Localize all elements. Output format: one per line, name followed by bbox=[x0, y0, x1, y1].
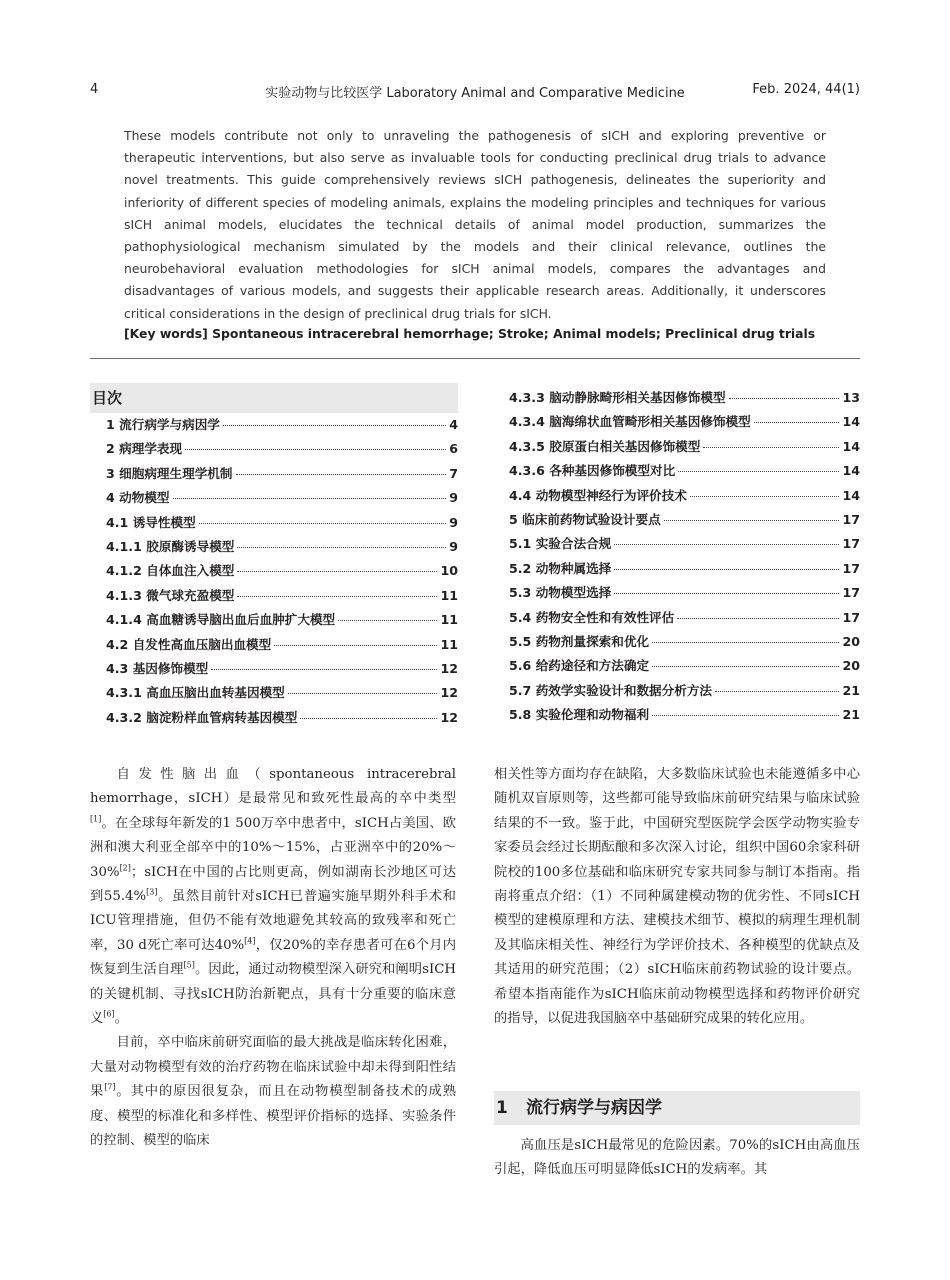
toc-leader-dots bbox=[211, 669, 437, 670]
toc-leader-dots bbox=[754, 422, 840, 423]
toc-entry-label: 5.3 动物模型选择 bbox=[509, 585, 612, 601]
toc-entry-page: 11 bbox=[440, 612, 458, 628]
toc-entry-label: 5.4 药物安全性和有效性评估 bbox=[509, 609, 675, 625]
toc-entry[interactable] bbox=[106, 707, 458, 731]
toc-entry-label: 5.1 实验合法合规 bbox=[509, 536, 612, 552]
toc-entry[interactable] bbox=[106, 560, 458, 584]
toc-entry[interactable] bbox=[106, 682, 458, 706]
toc-leader-dots bbox=[652, 642, 839, 643]
abstract-text: These models contribute not only to unraveling the pathogenesis of sICH and exploring preventive or therapeutic interventions, but also serve as invaluable tools for conducting preclinical drug trials to advance novel treatments. This guide comprehensively reviews sICH pathogenesis, delineates the superiority and inferiority of different species of modeling animals, explains the modeling principles and techniques for various sICH animal models, elucidates the technical details of animal model production, summarizes the pathophysiological mechanism simulated by the models and their clinical relevance, outlines the neurobehavioral evaluation methodologies for sICH animal models, compares the advantages and disadvantages of various models, and suggests their applicable research areas. Additionally, it underscores critical considerations in the design of preclinical drug trials for sICH. bbox=[124, 128, 826, 321]
toc-entry-label: 1 流行病学与病因学 bbox=[106, 417, 220, 432]
toc-leader-dots bbox=[652, 666, 839, 667]
toc-entry[interactable] bbox=[509, 387, 860, 411]
toc-entry-label: 4.1 诱导性模型 bbox=[106, 514, 196, 530]
toc-entry-page: 14 bbox=[842, 438, 860, 454]
paragraph-continuation: 相关性等方面均存在缺陷，大多数临床试验也未能遵循多中心随机双盲原则等，这些都可能导致临床前研究结果与临床试验结果的不一致。鉴于此，中国研究型医院学会医学动物实验专家委员会经过长期酝酿和多次深入讨论，组织中国60余家科研院校的100多位基础和临床研究专家共同参与制订本指南。指南将重点介绍：（1）不同种属建模动物的优劣性、不同sICH模型的建模原理和方法、建模技术细节、模拟的病理生理机制及其临床相关性、神经行为学评价技术、各种模型的优缺点及其适用的研究范围；（2）sICH临床前药物试验的设计要点。希望本指南能作为sICH临床前动物模型选择和药物评价研究的指导，以促进我国脑卒中基础研究成果的转化应用。 bbox=[494, 767, 860, 1027]
toc-left-column bbox=[106, 414, 458, 731]
toc-entry-page: 21 bbox=[842, 707, 860, 723]
toc-entry-page: 17 bbox=[842, 560, 860, 576]
toc-entry-page: 17 bbox=[842, 609, 860, 625]
toc-entry[interactable] bbox=[106, 463, 458, 487]
toc-entry-label: 4.3.6 各种基因修饰模型对比 bbox=[509, 463, 676, 479]
paragraph-epidemiology: 高血压是sICH最常见的危险因素。70%的sICH由高血压引起，降低血压可明显降低sICH的发病率。其 bbox=[494, 1138, 860, 1178]
citation: [7] bbox=[104, 1082, 116, 1092]
toc-entry[interactable] bbox=[509, 533, 860, 557]
toc-entry-label: 4.3.3 脑动静脉畸形相关基因修饰模型 bbox=[509, 390, 726, 405]
toc-entry[interactable] bbox=[509, 436, 860, 460]
toc-leader-dots bbox=[185, 449, 446, 450]
toc-entry[interactable] bbox=[106, 634, 458, 658]
toc-entry[interactable] bbox=[509, 631, 860, 655]
toc-entry-page: 14 bbox=[842, 463, 860, 479]
toc-entry[interactable] bbox=[106, 658, 458, 682]
toc-entry-label: 4.3 基因修饰模型 bbox=[106, 660, 209, 676]
citation: [5] bbox=[183, 960, 195, 970]
toc-entry-page: 14 bbox=[842, 487, 860, 503]
body-left-column bbox=[90, 763, 456, 1154]
toc-entry[interactable] bbox=[509, 680, 860, 704]
toc-entry-page: 14 bbox=[842, 414, 860, 430]
body-right-column-section1 bbox=[494, 1134, 860, 1183]
toc-entry[interactable] bbox=[509, 655, 860, 679]
toc-leader-dots bbox=[678, 471, 839, 472]
toc-leader-dots bbox=[199, 523, 447, 524]
toc-entry-page: 9 bbox=[449, 490, 458, 506]
toc-leader-dots bbox=[664, 520, 840, 521]
toc-entry[interactable] bbox=[509, 460, 860, 484]
toc-entry-page: 9 bbox=[449, 514, 458, 530]
toc-leader-dots bbox=[237, 571, 437, 572]
toc-entry-label: 5.8 实验伦理和动物福利 bbox=[509, 707, 650, 723]
toc-entry-label: 4.1.3 微气球充盈模型 bbox=[106, 587, 235, 603]
toc-leader-dots bbox=[652, 715, 839, 716]
toc-entry-label: 4.2 自发性高血压脑出血模型 bbox=[106, 636, 272, 652]
citation: [2] bbox=[119, 863, 131, 873]
toc-entry[interactable] bbox=[106, 585, 458, 609]
toc-entry-label: 4 动物模型 bbox=[106, 490, 170, 506]
toc-entry-page: 10 bbox=[440, 563, 458, 579]
toc-leader-dots bbox=[237, 547, 446, 548]
toc-leader-dots bbox=[288, 693, 438, 694]
toc-leader-dots bbox=[173, 498, 447, 499]
toc-entry[interactable] bbox=[106, 609, 458, 633]
page-number: 4 bbox=[90, 82, 99, 97]
toc-leader-dots bbox=[338, 620, 437, 621]
toc-entry-page: 12 bbox=[440, 660, 458, 676]
toc-entry-label: 4.1.1 胶原酶诱导模型 bbox=[106, 538, 235, 554]
toc-entry-label: 4.3.4 脑海绵状血管畸形相关基因修饰模型 bbox=[509, 414, 751, 430]
toc-entry-page: 4 bbox=[449, 417, 458, 432]
toc-entry-page: 11 bbox=[440, 587, 458, 603]
toc-leader-dots bbox=[274, 645, 437, 646]
paragraph-intro: 自发性脑出血（spontaneous intracerebral hemorrhage，sICH）是最常见和致死性最高的卒中类型[1]。在全球每年新发的1 500万卒中患者中，sICH占美国、欧洲和澳大利亚全部卒中的10%～15%，占亚洲卒中的20%～30%[2]；sICH在中国的占比则更高，例如湖南长沙地区可达到55.4%[3]。虽然目前针对sICH已普遍实施早期外科手术和ICU管理措施，但仍不能有效地避免其较高的致残率和死亡率，30 d死亡率可达40%[4]，仅20%的幸存患者可在6个月内恢复到生活自理[5]。因此，通过动物模型深入研究和阐明sICH的关键机制、寻找sICH防治新靶点，具有十分重要的临床意义[6]。 bbox=[90, 767, 457, 1027]
toc-entry-page: 11 bbox=[440, 636, 458, 652]
section-number: 1 bbox=[496, 1098, 508, 1118]
toc-leader-dots bbox=[677, 618, 839, 619]
citation: [1] bbox=[90, 814, 102, 824]
toc-right-column bbox=[509, 387, 860, 728]
toc-entry-page: 6 bbox=[449, 441, 458, 457]
toc-leader-dots bbox=[300, 718, 437, 719]
toc-title: 目次 bbox=[90, 383, 458, 413]
toc-entry-page: 7 bbox=[449, 465, 458, 481]
toc-entry[interactable] bbox=[509, 558, 860, 582]
toc-entry-label: 5.6 给药途径和方法确定 bbox=[509, 658, 650, 674]
toc-entry-label: 5.2 动物种属选择 bbox=[509, 560, 612, 576]
toc-entry-page: 17 bbox=[842, 585, 860, 601]
toc-entry-label: 5.7 药效学实验设计和数据分析方法 bbox=[509, 682, 713, 698]
toc-entry[interactable] bbox=[509, 607, 860, 631]
toc-entry[interactable] bbox=[509, 485, 860, 509]
toc-leader-dots bbox=[223, 425, 446, 426]
toc-entry[interactable] bbox=[509, 509, 860, 533]
toc-entry-label: 2 病理学表现 bbox=[106, 441, 183, 457]
toc-entry[interactable] bbox=[106, 536, 458, 560]
journal-title: 实验动物与比较医学 Laboratory Animal and Comparative Medicine bbox=[265, 86, 685, 101]
toc-leader-dots bbox=[715, 691, 839, 692]
toc-entry-page: 17 bbox=[842, 536, 860, 552]
toc-entry-label: 5 临床前药物试验设计要点 bbox=[509, 511, 661, 527]
toc-entry-page: 12 bbox=[440, 709, 458, 725]
toc-entry-page: 20 bbox=[842, 633, 860, 649]
toc-entry-page: 21 bbox=[842, 682, 860, 698]
toc-entry-label: 3 细胞病理生理学机制 bbox=[106, 465, 233, 481]
running-header bbox=[90, 82, 860, 102]
toc-entry-page: 20 bbox=[842, 658, 860, 674]
body-right-column bbox=[494, 763, 860, 1031]
toc-entry-page: 17 bbox=[842, 511, 860, 527]
toc-entry-label: 4.3.1 高血压脑出血转基因模型 bbox=[106, 685, 285, 701]
toc-leader-dots bbox=[703, 447, 839, 448]
toc-entry-page: 12 bbox=[440, 685, 458, 701]
toc-entry[interactable] bbox=[106, 414, 458, 438]
toc-leader-dots bbox=[237, 596, 437, 597]
toc-entry-label: 4.4 动物模型神经行为评价技术 bbox=[509, 487, 687, 503]
section-heading bbox=[494, 1091, 860, 1125]
citation: [3] bbox=[146, 887, 158, 897]
toc-leader-dots bbox=[614, 569, 839, 570]
divider bbox=[90, 358, 860, 359]
toc-entry[interactable] bbox=[509, 704, 860, 728]
toc-entry[interactable] bbox=[509, 411, 860, 435]
toc-entry[interactable] bbox=[106, 438, 458, 462]
toc-leader-dots bbox=[236, 474, 447, 475]
toc-entry-label: 4.1.2 自体血注入模型 bbox=[106, 563, 235, 579]
section-title: 流行病学与病因学 bbox=[526, 1098, 662, 1118]
toc-entry-page: 13 bbox=[842, 390, 860, 405]
toc-entry[interactable] bbox=[106, 487, 458, 511]
toc-entry[interactable] bbox=[106, 512, 458, 536]
toc-entry-label: 4.3.2 脑淀粉样血管病转基因模型 bbox=[106, 709, 298, 725]
toc-entry[interactable] bbox=[509, 582, 860, 606]
citation: [6] bbox=[103, 1009, 115, 1019]
toc-entry-label: 4.3.5 胶原蛋白相关基因修饰模型 bbox=[509, 438, 701, 454]
toc-entry-label: 5.5 药物剂量探索和优化 bbox=[509, 633, 650, 649]
issue-date: Feb. 2024, 44(1) bbox=[752, 82, 860, 97]
toc-entry-label: 4.1.4 高血糖诱导脑出血后血肿扩大模型 bbox=[106, 612, 336, 628]
toc-leader-dots bbox=[690, 496, 840, 497]
toc-leader-dots bbox=[614, 593, 839, 594]
keywords: [Key words] Spontaneous intracerebral hemorrhage; Stroke; Animal models; Preclinical drug trials bbox=[124, 326, 816, 341]
citation: [4] bbox=[244, 936, 256, 946]
toc-leader-dots bbox=[729, 398, 840, 399]
toc-entry-page: 9 bbox=[449, 538, 458, 554]
paragraph-challenge: 目前，卒中临床前研究面临的最大挑战是临床转化困难，大量对动物模型有效的治疗药物在临床试验中却未得到阳性结果[7]。其中的原因很复杂，而且在动物模型制备技术的成熟度、模型的标准化和多样性、模型评价指标的选择、实验条件的控制、模型的临床 bbox=[90, 1035, 457, 1149]
toc-leader-dots bbox=[614, 544, 839, 545]
